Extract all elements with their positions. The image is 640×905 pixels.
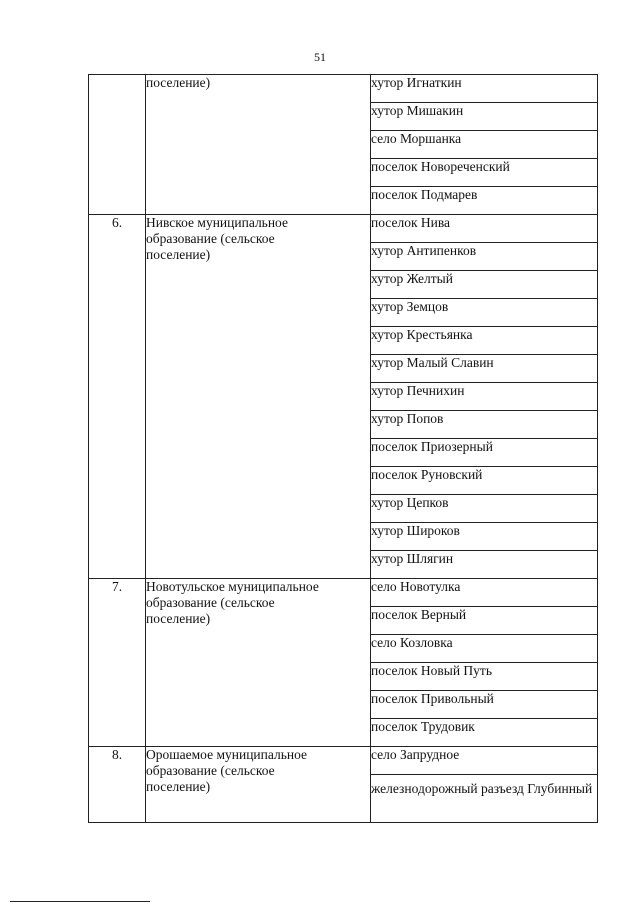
settlement-cell: село Козловка [371, 635, 598, 663]
settlement-cell: хутор Игнаткин [371, 75, 598, 103]
settlement-cell: хутор Попов [371, 411, 598, 439]
settlement-cell: хутор Шлягин [371, 551, 598, 579]
table-row [89, 747, 598, 775]
municipality-cell [146, 75, 371, 215]
settlement-cell: поселок Верный [371, 607, 598, 635]
municipality-cell [146, 215, 371, 579]
settlement-cell: поселок Новый Путь [371, 663, 598, 691]
settlement-cell: поселок Нива [371, 215, 598, 243]
row-number: 7. [89, 579, 146, 747]
row-number: 6. [89, 215, 146, 579]
table-body [89, 75, 598, 823]
settlement-cell: село Моршанка [371, 131, 598, 159]
settlement-cell: хутор Цепков [371, 495, 598, 523]
settlement-cell: поселок Привольный [371, 691, 598, 719]
settlement-cell: хутор Широков [371, 523, 598, 551]
footnote-separator [10, 901, 150, 902]
table-row [89, 75, 598, 103]
settlement-cell: хутор Антипенков [371, 243, 598, 271]
settlement-cell: село Запрудное [371, 747, 598, 775]
municipality-name: поселение) [146, 75, 211, 90]
settlement-cell: хутор Земцов [371, 299, 598, 327]
municipality-cell [146, 747, 371, 823]
settlement-cell: поселок Трудовик [371, 719, 598, 747]
table-row [89, 215, 598, 243]
settlement-cell: поселок Подмарев [371, 187, 598, 215]
settlement-cell: поселок Приозерный [371, 439, 598, 467]
municipality-name: Орошаемое муниципальное образование (сельское поселение) [146, 747, 308, 794]
settlement-cell: хутор Крестьянка [371, 327, 598, 355]
settlement-cell: хутор Желтый [371, 271, 598, 299]
municipality-name: Новотульское муниципальное образование (сельское поселение) [146, 579, 319, 626]
settlement-cell: село Новотулка [371, 579, 598, 607]
settlement-cell: хутор Малый Славин [371, 355, 598, 383]
settlement-cell: хутор Мишакин [371, 103, 598, 131]
municipality-cell [146, 579, 371, 747]
settlement-cell: поселок Руновский [371, 467, 598, 495]
settlements-table [88, 74, 598, 823]
row-number: 8. [89, 747, 146, 823]
row-number [89, 75, 146, 215]
settlement-cell: железнодорожный разъезд Глубинный [371, 775, 598, 823]
municipality-name: Нивское муниципальное образование (сельское поселение) [146, 215, 288, 262]
page-number: 51 [314, 50, 326, 64]
table-row [89, 579, 598, 607]
settlement-cell: хутор Печнихин [371, 383, 598, 411]
settlement-cell: поселок Новореченский [371, 159, 598, 187]
